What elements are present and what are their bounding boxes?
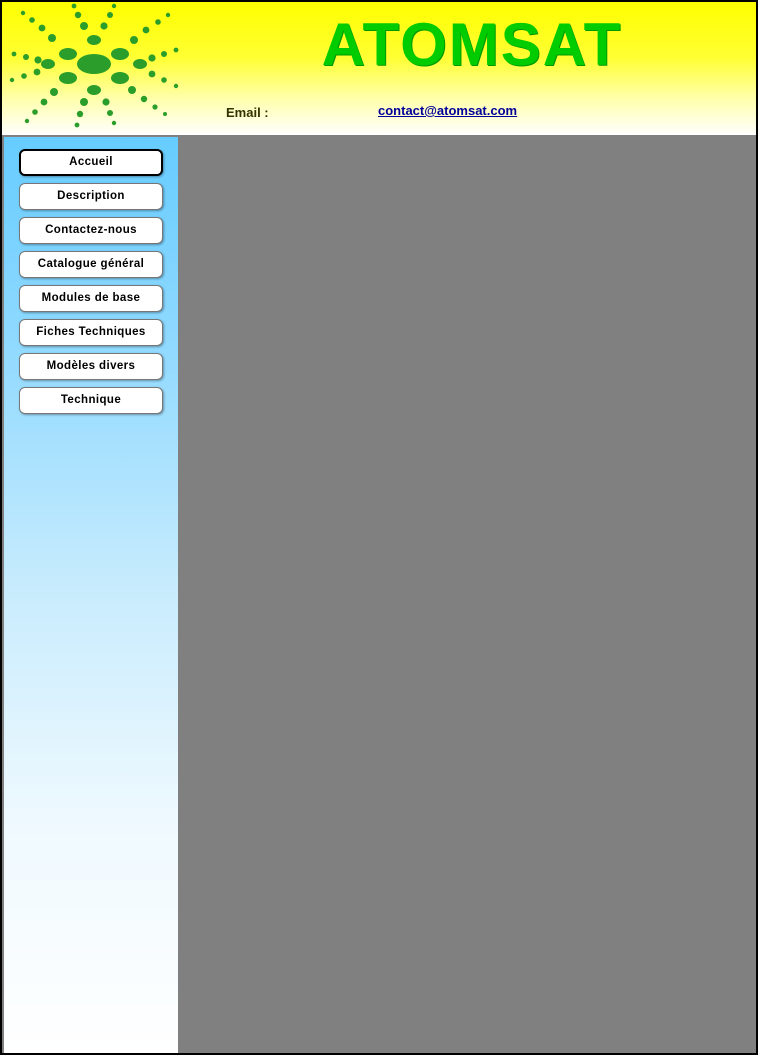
- main-content-area: [178, 137, 758, 1055]
- site-header: [2, 2, 756, 135]
- sidebar-item-modules-de-base[interactable]: Modules de base: [19, 285, 163, 312]
- sidebar-item-fiches-techniques[interactable]: Fiches Techniques: [19, 319, 163, 346]
- sidebar-nav: [4, 137, 178, 1055]
- sidebar-item-accueil[interactable]: Accueil: [19, 149, 163, 176]
- sidebar-item-modeles-divers[interactable]: Modèles divers: [19, 353, 163, 380]
- atomic-starburst-logo: [4, 2, 192, 135]
- sidebar-item-catalogue-general[interactable]: Catalogue général: [19, 251, 163, 278]
- body-wrapper: [4, 137, 758, 1055]
- sidebar-item-technique[interactable]: Technique: [19, 387, 163, 414]
- email-link[interactable]: contact@atomsat.com: [378, 103, 518, 118]
- page-title: ATOMSAT: [321, 11, 623, 78]
- email-label: Email :: [226, 105, 269, 120]
- sidebar-item-description[interactable]: Description: [19, 183, 163, 210]
- sidebar-item-contactez-nous[interactable]: Contactez-nous: [19, 217, 163, 244]
